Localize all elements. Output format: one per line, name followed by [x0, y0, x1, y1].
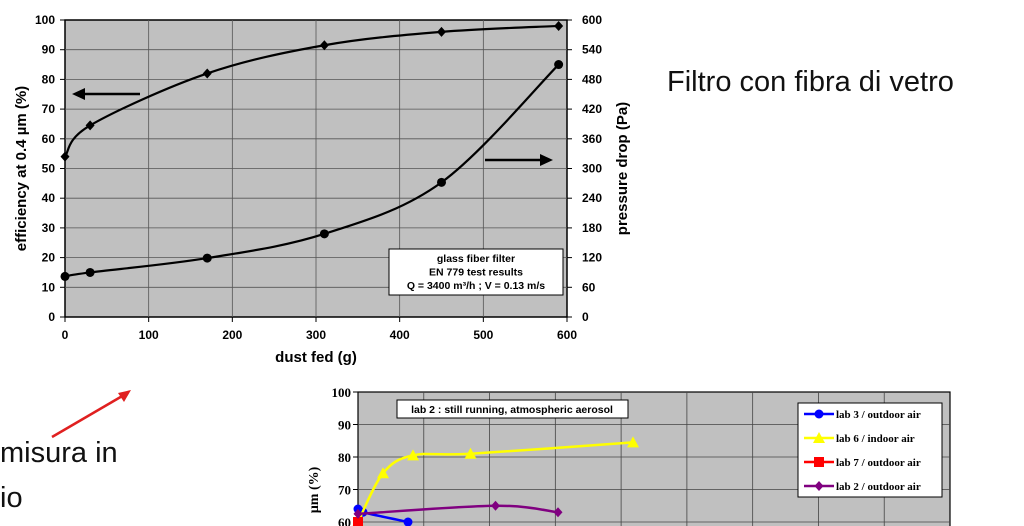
x-axis-label: dust fed (g) — [275, 349, 357, 366]
y2-axis-label: pressure drop (Pa) — [614, 101, 631, 236]
data-point — [86, 268, 95, 277]
legend-label: lab 2 / outdoor air — [836, 481, 921, 493]
legend-marker — [814, 457, 824, 467]
y2-tick-label: 300 — [582, 161, 603, 176]
y2-tick-label: 420 — [582, 102, 603, 117]
red-arrow-icon — [52, 390, 131, 437]
y-tick-label: 30 — [41, 220, 55, 235]
legend-label: lab 6 / indoor air — [836, 433, 915, 445]
y2-tick-label: 180 — [582, 220, 603, 235]
y2-tick-label: 480 — [582, 72, 603, 87]
y2-tick-label: 600 — [582, 13, 603, 27]
y-tick-label: 70 — [41, 102, 55, 117]
annotation-line: glass fiber filter — [436, 253, 516, 265]
chart-title: lab 2 : still running, atmospheric aerosol — [411, 404, 613, 416]
x-tick-label: 500 — [473, 328, 494, 342]
y2-tick-label: 240 — [582, 191, 603, 206]
data-point — [437, 178, 446, 187]
y-axis-label: µm (%) — [307, 466, 322, 514]
legend-marker — [815, 410, 824, 419]
y-tick-label: 100 — [331, 385, 351, 400]
data-point — [61, 272, 70, 281]
x-tick-label: 0 — [61, 328, 69, 342]
annotation-line: Q = 3400 m³/h ; V = 0.13 m/s — [406, 280, 546, 292]
annotation-line: EN 779 test results — [429, 266, 523, 279]
data-point — [203, 254, 212, 263]
y-tick-label: 40 — [41, 191, 55, 206]
y-tick-label: 80 — [41, 72, 55, 87]
legend-label: lab 7 / outdoor air — [836, 457, 921, 469]
y-tick-label: 10 — [41, 280, 55, 295]
y-axis-label: efficiency at 0.4 µm (%) — [13, 85, 30, 252]
y2-tick-label: 0 — [582, 310, 589, 324]
y-tick-label: 0 — [48, 310, 55, 324]
y2-tick-label: 60 — [582, 280, 596, 295]
y-tick-label: 60 — [338, 515, 351, 526]
y2-tick-label: 540 — [582, 42, 603, 57]
legend-label: lab 3 / outdoor air — [836, 409, 921, 421]
y2-tick-label: 360 — [582, 131, 603, 146]
data-point — [554, 60, 563, 69]
efficiency-pressure-chart — [13, 13, 631, 366]
y-tick-label: 70 — [338, 482, 351, 498]
x-tick-label: 600 — [556, 328, 578, 342]
lab-efficiency-chart — [307, 385, 950, 526]
x-tick-label: 200 — [222, 328, 243, 342]
y-tick-label: 90 — [41, 42, 55, 57]
y-tick-label: 50 — [41, 161, 55, 176]
y-tick-label: 90 — [338, 417, 351, 433]
y-tick-label: 20 — [41, 250, 55, 265]
x-tick-label: 100 — [138, 328, 159, 342]
data-point — [320, 229, 329, 238]
y-tick-label: 80 — [338, 450, 351, 465]
y-tick-label: 100 — [34, 13, 55, 27]
y-tick-label: 60 — [41, 131, 55, 146]
slide-title: Filtro con fibra di vetro — [667, 66, 954, 98]
x-tick-label: 300 — [305, 328, 327, 342]
x-tick-label: 400 — [389, 328, 410, 342]
text-fragment-2: io — [0, 482, 23, 514]
text-fragment-1: misura in — [0, 437, 118, 469]
y2-tick-label: 120 — [582, 250, 603, 265]
